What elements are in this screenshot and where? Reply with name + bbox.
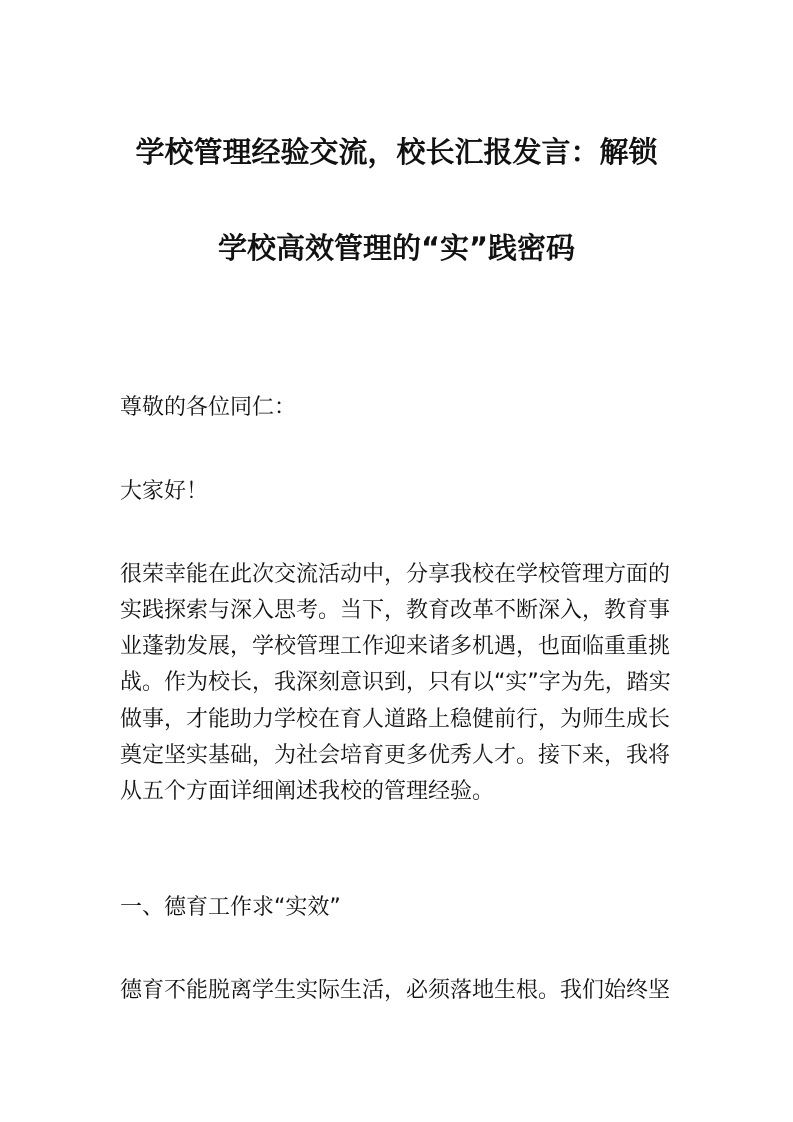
greeting: 大家好！ bbox=[120, 479, 209, 504]
paragraph-line: 奠定坚实基础，为社会培育更多优秀人才。接下来，我将 bbox=[120, 743, 671, 768]
paragraph-line: 很荣幸能在此次交流活动中，分享我校在学校管理方面的 bbox=[120, 562, 671, 587]
paragraph-line: 德育不能脱离学生实际生活，必须落地生根。我们始终坚 bbox=[120, 978, 671, 1003]
paragraph-line: 做事，才能助力学校在育人道路上稳健前行，为师生成长 bbox=[120, 707, 671, 732]
document-title-line-2: 学校高效管理的“实”践密码 bbox=[217, 231, 576, 265]
paragraph-line: 业蓬勃发展，学校管理工作迎来诸多机遇，也面临重重挑 bbox=[120, 634, 671, 659]
section-heading: 一、德育工作求“实效” bbox=[120, 895, 341, 920]
paragraph-line: 战。作为校长，我深刻意识到，只有以“实”字为先，踏实 bbox=[120, 670, 671, 695]
paragraph-line: 从五个方面详细阐述我校的管理经验。 bbox=[120, 779, 495, 804]
document-title-line-1: 学校管理经验交流，校长汇报发言：解锁 bbox=[135, 135, 658, 169]
paragraph-line: 实践探索与深入思考。当下，教育改革不断深入，教育事 bbox=[120, 598, 671, 623]
salutation: 尊敬的各位同仁： bbox=[120, 395, 297, 420]
